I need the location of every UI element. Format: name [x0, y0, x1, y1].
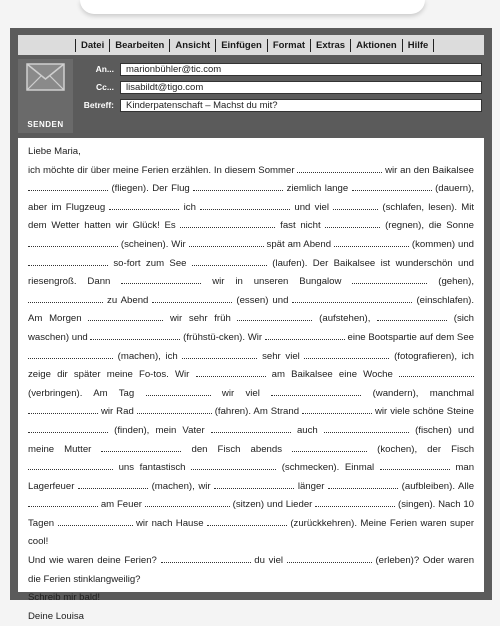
- menu-datei[interactable]: Datei: [75, 39, 110, 52]
- cc-row: [74, 79, 482, 95]
- send-label: SENDEN: [27, 120, 64, 129]
- greeting: Liebe Maria,: [28, 146, 81, 157]
- to-label[interactable]: An...: [95, 64, 114, 74]
- email-window: [10, 28, 492, 622]
- menu-einfuegen[interactable]: Einfügen: [216, 39, 268, 52]
- to-field[interactable]: marionbühler@tic.com: [120, 63, 482, 76]
- cc-label[interactable]: Cc...: [96, 82, 114, 92]
- menu-format[interactable]: Format: [268, 39, 311, 52]
- message-body[interactable]: [18, 138, 484, 622]
- menu-extras[interactable]: Extras: [311, 39, 351, 52]
- question: Und wie waren deine Ferien? du viel (erleben)? Oder waren die Ferien stinklangweilig?: [28, 555, 475, 585]
- send-button[interactable]: [18, 59, 73, 133]
- envelope-icon: [26, 63, 65, 91]
- message-header: [18, 59, 484, 133]
- subject-label: Betreff:: [83, 100, 114, 110]
- menu-hilfe[interactable]: Hilfe: [403, 39, 435, 52]
- menu-ansicht[interactable]: Ansicht: [170, 39, 216, 52]
- subject-field[interactable]: Kinderpatenschaft – Machst du mit?: [120, 99, 482, 112]
- top-bar-shadow: [80, 0, 425, 14]
- cc-field[interactable]: lisabildt@tigo.com: [120, 81, 482, 94]
- menu-bar: [18, 35, 484, 55]
- to-row: [74, 61, 482, 77]
- subject-row: [74, 97, 482, 113]
- menu-aktionen[interactable]: Aktionen: [351, 39, 403, 52]
- signature: Deine Louisa: [28, 610, 85, 622]
- exercise-text: ich möchte dir über meine Ferien erzählen. In diesem Sommer wir an den Baikalsee (fliegen). Der Flug ziemlich lange (dauern), aber im Flugzeug ich und viel (schlafen, lesen). Mit dem Wetter hatten wir Glück! Es fast nicht (regnen), die Sonne (scheinen). Wir spät am Abend (kommen) und so-fort zum See (laufen). Der Baikalsee ist wunderschön und riesengroß. Dann wir in unseren Bungalow (gehen), zu Abend (essen) und (einschlafen). Am Morgen wir sehr früh (aufstehen), (sich waschen) und (frühstü-cken). Wir eine Bootspartie auf dem See (machen), ich sehr viel (fotografieren), ich zeige dir später meine Fo-tos. Wir am Baikalsee eine Woche (verbringen). Am Tag wir viel (wandern), manchmal wir Rad (fahren). Am Strand wir viele schöne Steine (finden), mein Vater auch (fischen) und meine Mutter den Fisch abends (kochen), der Fisch uns fantastisch (schmecken). Einmal man Lagerfeuer (machen), wir länger (aufbleiben). Alle am Feuer (sitzen) und Lieder (singen). Nach 10 Tagen wir nach Hause (zurückkehren). Meine Ferien waren super cool!: [28, 164, 475, 548]
- menu-bearbeiten[interactable]: Bearbeiten: [110, 39, 170, 52]
- closing: Schreib mir bald!: [28, 592, 100, 604]
